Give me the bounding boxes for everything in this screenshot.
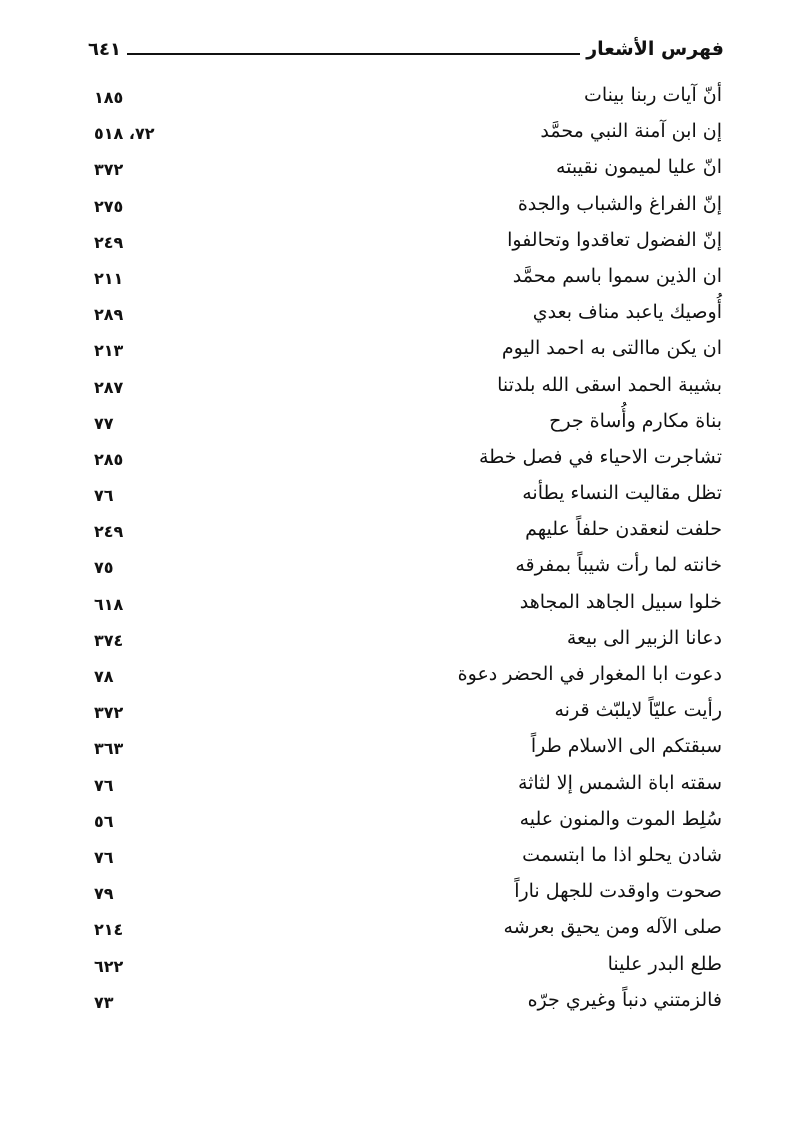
page-reference: ٢١٤	[94, 920, 124, 940]
page-number: ٦٤١	[88, 38, 121, 60]
page-reference: ٣٦٣	[94, 739, 124, 759]
page-reference: ٣٧٢	[94, 160, 124, 180]
index-entry	[88, 987, 722, 1023]
verse-text: خلوا سبيل الجاهد المجاهد	[519, 590, 722, 613]
verse-text: سُلِط الموت والمنون عليه	[519, 807, 722, 830]
index-entry	[88, 914, 722, 950]
page-reference: ٢٨٩	[94, 305, 124, 325]
page-reference: ٦٢٢	[94, 956, 124, 976]
verse-text: بشيبة الحمد اسقى الله بلدتنا	[497, 373, 722, 396]
verse-text: فالزمتني دنباً وغيري جرّه	[527, 988, 722, 1011]
index-entry	[88, 299, 722, 335]
page-reference: ٧٦	[94, 775, 114, 795]
verse-text: صلى الآله ومن يحيق بعرشه	[503, 916, 722, 939]
page-reference: ٧٨	[94, 667, 114, 686]
index-entry	[88, 733, 722, 769]
index-entry	[88, 227, 722, 263]
verse-text: سبقتكم الى الاسلام طراً	[530, 735, 722, 758]
page-reference: ١٨٥	[94, 88, 124, 107]
page-reference: ٢١١	[94, 268, 124, 288]
index-entry	[88, 118, 722, 154]
verse-text: دعوت ابا المغوار في الحضر دعوة	[457, 663, 722, 685]
verse-text: حلفت لنعقدن حلفاً عليهم	[525, 518, 722, 541]
index-entry	[88, 625, 722, 661]
index-entry	[88, 480, 722, 516]
page-reference: ٢٤٩	[94, 232, 124, 252]
page-reference: ٧٢، ٥١٨	[94, 124, 155, 144]
header-title: فهرس الأشعار	[586, 38, 724, 60]
page-reference: ٢٤٩	[94, 522, 124, 542]
poetry-index-list	[88, 82, 722, 1023]
verse-text: تشاجرت الاحياء في فصل خطة	[478, 445, 722, 468]
verse-text: أنّ آيات ربنا بينات	[583, 84, 722, 106]
page-reference: ٧٩	[94, 884, 114, 904]
verse-text: دعانا الزبير الى بيعة	[566, 626, 722, 649]
verse-text: إنّ الفضول تعاقدوا وتحالفوا	[507, 228, 722, 251]
page-reference: ٧٦	[94, 847, 114, 867]
index-entry	[88, 589, 722, 625]
verse-text: تظل مقاليت النساء يطأنه	[522, 482, 722, 505]
verse-text: سقته اباة الشمس إلا لثاثة	[517, 771, 722, 794]
header-rule	[127, 53, 580, 55]
verse-text: خانته لما رأت شيباً بمفرقه	[515, 554, 722, 577]
page-reference: ٧٣	[94, 992, 114, 1012]
index-entry	[88, 770, 722, 806]
verse-text: رأيت عليّاً لايلبّث قرنه	[554, 699, 722, 722]
verse-text: ان يكن ماالتى به احمد اليوم	[501, 337, 722, 360]
page-reference: ٧٥	[94, 558, 114, 578]
verse-text: طلع البدر علينا	[607, 952, 722, 975]
index-entry	[88, 372, 722, 408]
page-reference: ٢١٣	[94, 341, 124, 361]
verse-text: شادن يحلو اذا ما ابتسمت	[522, 843, 722, 866]
index-entry	[88, 951, 722, 987]
index-entry	[88, 552, 722, 588]
index-entry	[88, 408, 722, 444]
index-entry	[88, 661, 722, 697]
index-entry	[88, 842, 722, 878]
verse-text: ان الذين سموا باسم محمَّد	[512, 264, 722, 287]
page-reference: ٧٧	[94, 413, 114, 433]
index-entry	[88, 806, 722, 842]
page-reference: ٣٧٤	[94, 630, 124, 650]
index-entry	[88, 516, 722, 552]
verse-text: إنّ الفراغ والشباب والجدة	[517, 192, 722, 215]
index-entry	[88, 878, 722, 914]
index-entry	[88, 154, 722, 190]
index-entry	[88, 697, 722, 733]
verse-text: صحوت واوقدت للجهل ناراً	[514, 880, 722, 903]
page-reference: ٢٨٧	[94, 377, 124, 397]
index-entry	[88, 444, 722, 480]
verse-text: انّ عليا لميمون نقيبته	[555, 156, 722, 179]
page-reference: ٢٨٥	[94, 449, 124, 469]
index-entry	[88, 191, 722, 227]
page-reference: ٢٧٥	[94, 196, 124, 216]
page-reference: ٥٦	[94, 811, 114, 831]
index-entry	[88, 82, 722, 118]
verse-text: بناة مكارم وأُساة جرح	[549, 409, 722, 432]
page-reference: ٣٧٢	[94, 703, 124, 723]
page-reference: ٧٦	[94, 486, 114, 506]
page-reference: ٦١٨	[94, 594, 124, 614]
index-entry	[88, 263, 722, 299]
verse-text: إن ابن آمنة النبي محمَّد	[540, 120, 722, 143]
verse-text: أُوصيك ياعبد مناف بعدي	[532, 301, 722, 324]
page-header	[88, 36, 724, 62]
index-entry	[88, 335, 722, 371]
